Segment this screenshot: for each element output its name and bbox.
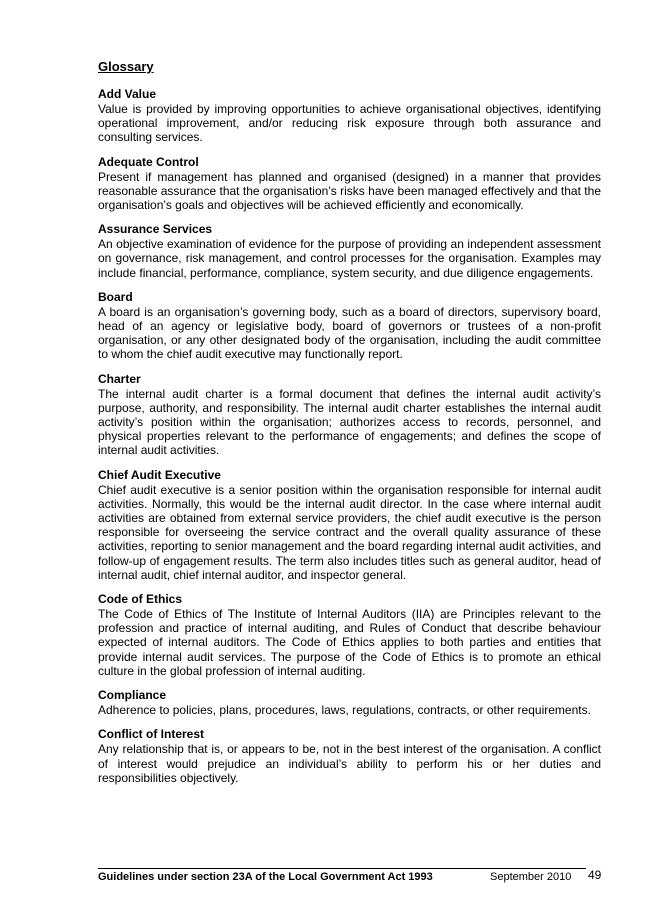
glossary-definition: The Code of Ethics of The Institute of Internal Auditors (IIA) are Principles relevant to the profession and practice of internal auditing, and Rules of Conduct that describe behaviour expected of internal auditors. The Code of Ethics applies to both parties and entities that provide internal audit services. The purpose of the Code of Ethics is to promote an ethical culture in the global profession of internal auditing. (98, 607, 601, 678)
glossary-term: Board (98, 289, 133, 304)
glossary-entry (98, 727, 601, 785)
glossary-definition: Chief audit executive is a senior position within the organisation responsible for internal audit activities. Normally, this would be the internal audit director. In the case where internal audit activities are obtained from external service providers, the chief audit executive is the person responsible for overseeing the service contract and the overall quality assurance of these activities, reporting to senior management and the board regarding internal audit activities, and follow-up of engagement results. The term also includes titles such as general auditor, head of internal audit, chief internal auditor, and inspector general. (98, 482, 601, 582)
glossary-definition: A board is an organisation’s governing body, such as a board of directors, supervisory board, head of an agency or legislative body, board of governors or trustees of a non-profit organisation, or any other designated body of the organisation, including the audit committee to whom the chief audit executive may functionally report. (98, 304, 601, 362)
footer-date: September 2010 (490, 871, 572, 883)
page-number: 49 (588, 868, 602, 882)
glossary-entry (98, 290, 601, 362)
glossary-definition: Adherence to policies, plans, procedures, laws, regulations, contracts, or other requirements. (98, 703, 591, 718)
glossary-term: Chief Audit Executive (98, 467, 221, 482)
glossary-entry (98, 155, 601, 213)
glossary-definition: An objective examination of evidence for the purpose of providing an independent assessment on governance, risk management, and control processes for the organisation. Examples may include financial, performance, compliance, system security, and due diligence engagements. (98, 237, 601, 280)
glossary-entry (98, 372, 601, 458)
glossary-term: Add Value (98, 87, 157, 101)
glossary-definition: Any relationship that is, or appears to be, not in the best interest of the organisation. A conflict of interest would prejudice an individual’s ability to perform his or her duties and responsibilities objectively. (98, 742, 601, 785)
glossary-entry (98, 87, 601, 145)
glossary-definition: The internal audit charter is a formal document that defines the internal audit activity’s purpose, authority, and responsibility. The internal audit charter establishes the internal audit activity’s position within the organisation; authorizes access to records, personnel, and physical properties relevant to the performance of engagements; and defines the scope of internal audit activities. (98, 386, 601, 458)
glossary-content (98, 60, 601, 795)
glossary-definition: Present if management has planned and organised (designed) in a manner that provides reasonable assurance that the organisation’s risks have been managed effectively and that the organisation’s goals and objectives will be achieved efficiently and economically. (98, 169, 601, 213)
page-title: Glossary (98, 59, 154, 74)
footer-divider (98, 868, 586, 869)
glossary-term: Compliance (98, 688, 167, 703)
glossary-term: Charter (98, 371, 141, 386)
glossary-definition: Value is provided by improving opportunities to achieve organisational objectives, identifying operational improvement, and/or reducing risk exposure through both assurance and consulting services. (98, 102, 601, 145)
glossary-term: Assurance Services (98, 222, 213, 237)
glossary-term: Adequate Control (98, 154, 199, 169)
glossary-entry (98, 688, 601, 717)
glossary-entry (98, 468, 601, 582)
glossary-term: Conflict of Interest (98, 727, 205, 742)
glossary-entry (98, 592, 601, 678)
glossary-entry (98, 222, 601, 280)
footer-document-title: Guidelines under section 23A of the Local Government Act 1993 (98, 871, 433, 883)
glossary-term: Code of Ethics (98, 592, 183, 607)
